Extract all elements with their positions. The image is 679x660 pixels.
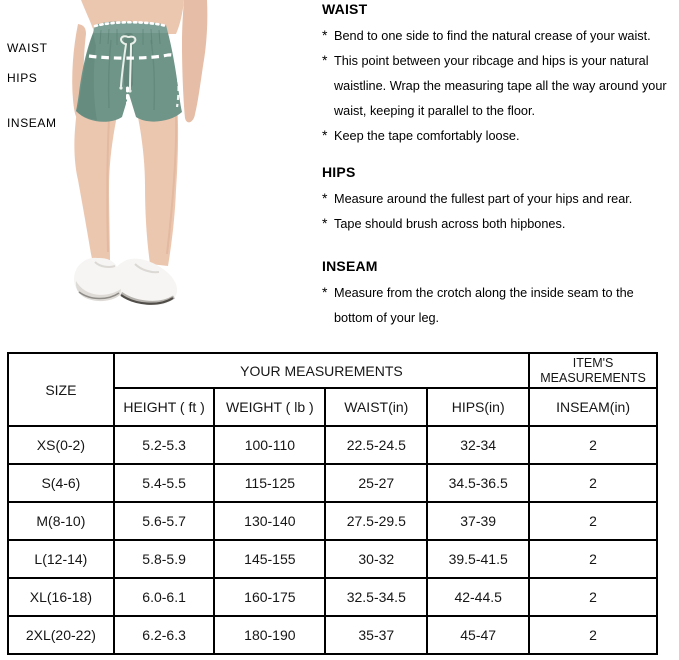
table-cell: 45-47 xyxy=(427,616,529,654)
table-cell: 2XL(20-22) xyxy=(8,616,114,654)
table-cell: 39.5-41.5 xyxy=(427,540,529,578)
table-cell: 2 xyxy=(529,616,657,654)
hips-column-header: HIPS(in) xyxy=(427,388,529,426)
table-row xyxy=(8,578,657,616)
waist-column-header: WAIST(in) xyxy=(325,388,427,426)
instruction-bullet xyxy=(322,24,674,49)
figure-label-inseam: INSEAM xyxy=(7,116,57,130)
left-sneaker xyxy=(74,258,123,301)
table-cell: 27.5-29.5 xyxy=(325,502,427,540)
table-cell: 32.5-34.5 xyxy=(325,578,427,616)
table-group-header-row xyxy=(8,353,657,388)
waist-heading: WAIST xyxy=(322,1,368,17)
bullet-text: Bend to one side to find the natural crease of your waist. xyxy=(334,29,651,43)
model-photo xyxy=(55,0,220,332)
size-column-header: SIZE xyxy=(8,353,114,426)
table-cell: 5.8-5.9 xyxy=(114,540,215,578)
table-cell: 2 xyxy=(529,426,657,464)
figure-label-waist: WAIST xyxy=(7,41,48,55)
instruction-section-hips xyxy=(322,164,674,237)
table-cell: 100-110 xyxy=(214,426,325,464)
table-cell: 2 xyxy=(529,578,657,616)
bullet-asterisk: * xyxy=(322,284,328,300)
bullet-asterisk: * xyxy=(322,190,328,206)
table-cell: M(8-10) xyxy=(8,502,114,540)
table-row xyxy=(8,502,657,540)
table-cell: 22.5-24.5 xyxy=(325,426,427,464)
table-cell: 37-39 xyxy=(427,502,529,540)
table-cell: 130-140 xyxy=(214,502,325,540)
hips-heading: HIPS xyxy=(322,164,356,180)
items-measurements-header: ITEM'S MEASUREMENTS xyxy=(529,353,657,388)
bullet-text: Keep the tape comfortably loose. xyxy=(334,129,520,143)
table-cell: 5.2-5.3 xyxy=(114,426,215,464)
instruction-section-waist xyxy=(322,1,674,149)
table-cell: 180-190 xyxy=(214,616,325,654)
height-column-header: HEIGHT ( ft ) xyxy=(114,388,215,426)
table-row xyxy=(8,616,657,654)
instruction-bullet xyxy=(322,124,674,149)
bullet-text: Tape should brush across both hipbones. xyxy=(334,217,566,231)
table-cell: 145-155 xyxy=(214,540,325,578)
table-cell: 6.0-6.1 xyxy=(114,578,215,616)
instruction-section-inseam xyxy=(322,258,674,331)
table-cell: 30-32 xyxy=(325,540,427,578)
instruction-bullet xyxy=(322,212,674,237)
table-cell: 35-37 xyxy=(325,616,427,654)
inseam-column-header: INSEAM(in) xyxy=(529,388,657,426)
table-cell: 42-44.5 xyxy=(427,578,529,616)
instruction-bullet xyxy=(322,187,674,212)
table-cell: 34.5-36.5 xyxy=(427,464,529,502)
table-cell: 25-27 xyxy=(325,464,427,502)
table-cell: XL(16-18) xyxy=(8,578,114,616)
green-shorts xyxy=(76,21,182,121)
table-cell: XS(0-2) xyxy=(8,426,114,464)
bullet-asterisk: * xyxy=(322,52,328,68)
figure-label-hips: HIPS xyxy=(7,71,38,85)
table-cell: 5.4-5.5 xyxy=(114,464,215,502)
table-cell: 5.6-5.7 xyxy=(114,502,215,540)
weight-column-header: WEIGHT ( lb ) xyxy=(214,388,325,426)
inseam-heading: INSEAM xyxy=(322,258,378,274)
table-row xyxy=(8,426,657,464)
table-cell: 160-175 xyxy=(214,578,325,616)
bullet-text: Measure around the fullest part of your hips and rear. xyxy=(334,192,633,206)
bullet-asterisk: * xyxy=(322,127,328,143)
instruction-bullet xyxy=(322,281,674,331)
table-cell: 6.2-6.3 xyxy=(114,616,215,654)
table-cell: 2 xyxy=(529,540,657,578)
bullet-text: Measure from the crotch along the inside seam to the bottom of your leg. xyxy=(334,286,634,325)
table-cell: L(12-14) xyxy=(8,540,114,578)
table-cell: 2 xyxy=(529,464,657,502)
bullet-asterisk: * xyxy=(322,27,328,43)
bullet-text: This point between your ribcage and hips is your natural waistline. Wrap the measuring tape all the way around your waist, keeping it parallel to the floor. xyxy=(334,54,667,118)
table-cell: 115-125 xyxy=(214,464,325,502)
instruction-bullet xyxy=(322,49,674,124)
size-chart-table xyxy=(7,352,658,655)
table-row xyxy=(8,464,657,502)
table-cell: 32-34 xyxy=(427,426,529,464)
bullet-asterisk: * xyxy=(322,215,328,231)
measuring-instructions xyxy=(322,1,674,331)
table-row xyxy=(8,540,657,578)
table-cell: 2 xyxy=(529,502,657,540)
your-measurements-header: YOUR MEASUREMENTS xyxy=(114,353,529,388)
table-cell: S(4-6) xyxy=(8,464,114,502)
